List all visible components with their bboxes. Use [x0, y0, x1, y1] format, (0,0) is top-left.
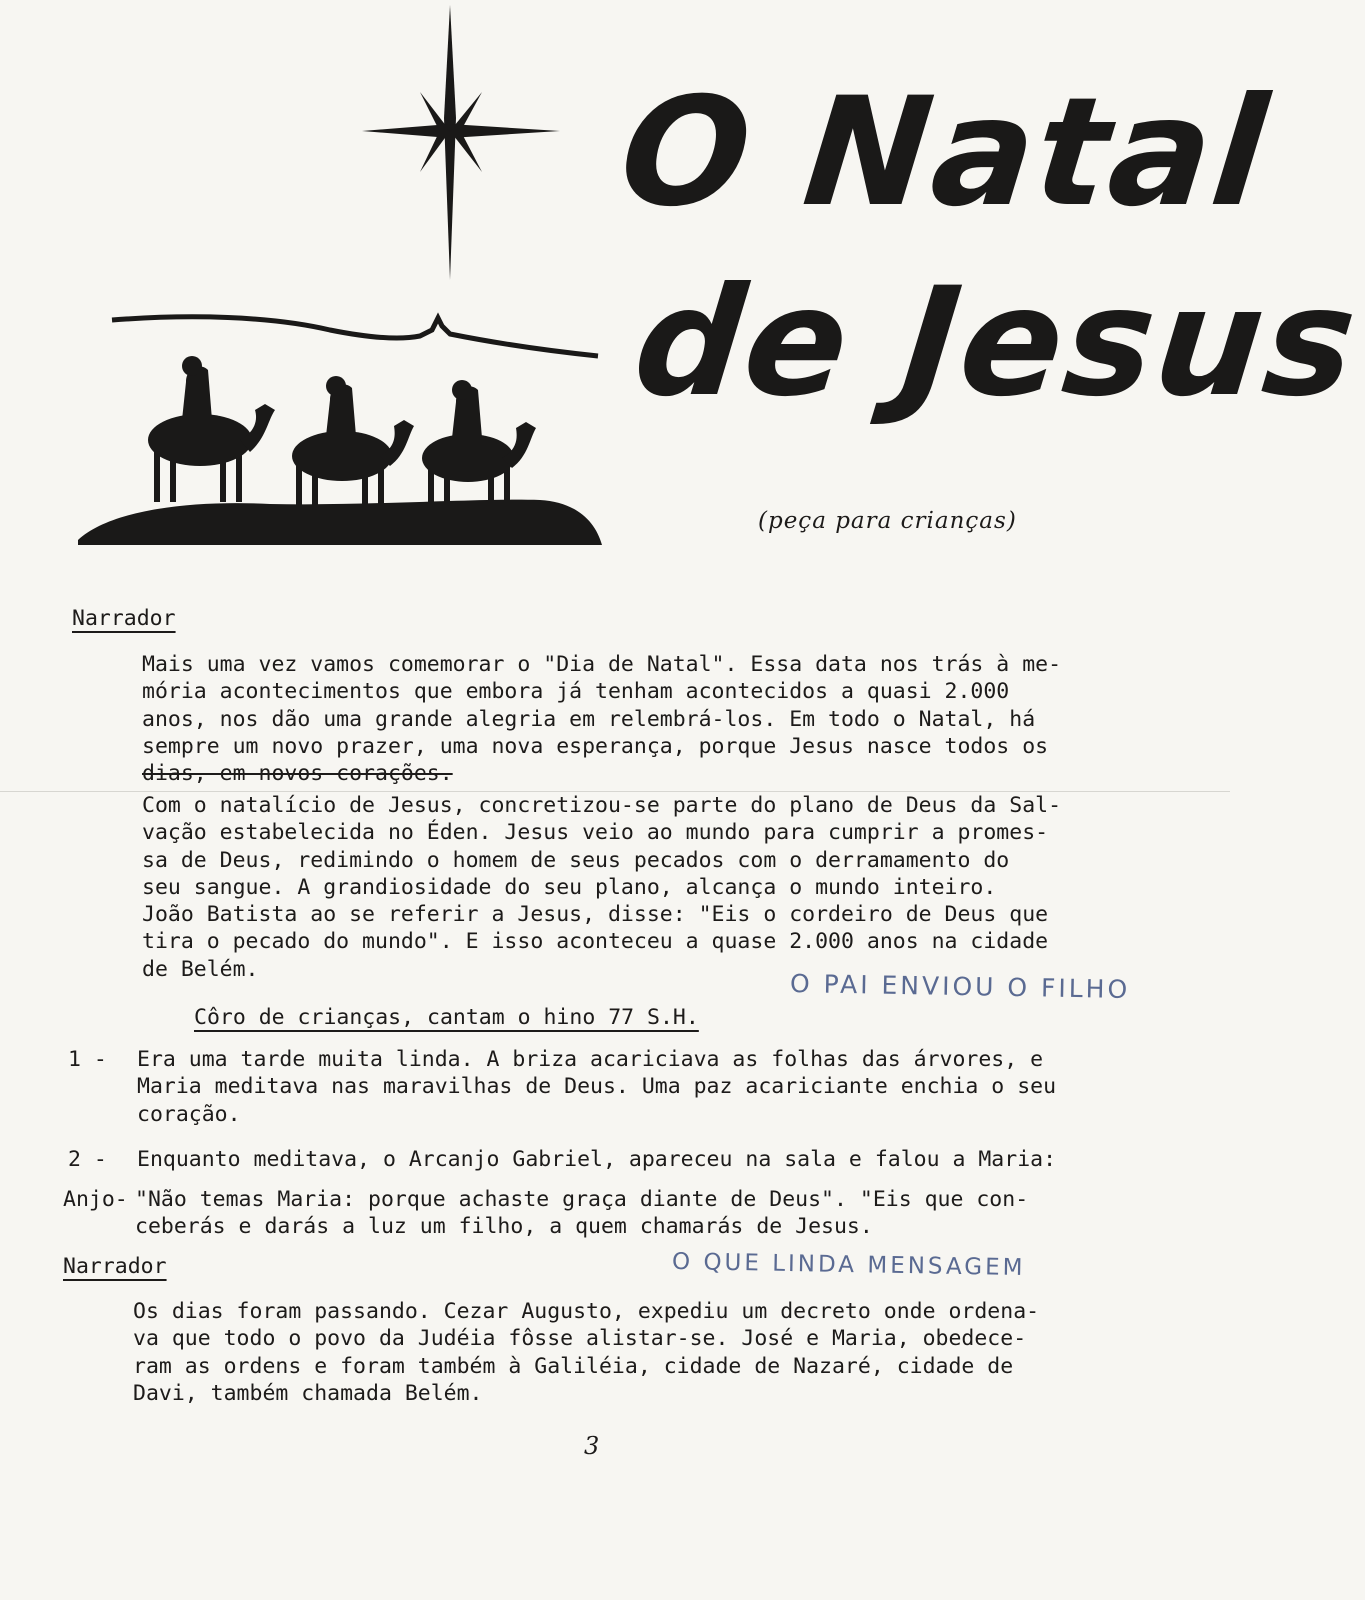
star-and-camels-illustration: [70, 0, 610, 560]
text-line: coração.: [137, 1101, 241, 1127]
handwritten-note: O PAI ENVIOU O FILHO: [789, 969, 1131, 1004]
text-line: João Batista ao se referir a Jesus, disse: "Eis o cordeiro de Deus que: [142, 902, 1049, 928]
text-line: "Não temas Maria: porque achaste graça diante de Deus". "Eis que con-: [135, 1187, 1029, 1212]
page-number: 3: [584, 1432, 600, 1460]
paragraph-2: [142, 792, 1132, 983]
text-line: Davi, também chamada Belém.: [133, 1380, 483, 1406]
paragraph-1: [142, 651, 1132, 787]
text-line: tira o pecado do mundo". E isso aconteceu a quase 2.000 anos na cidade: [142, 929, 1049, 955]
text-line: ceberás e darás a luz um filho, a quem chamarás de Jesus.: [135, 1214, 873, 1240]
star-icon: [362, 5, 560, 280]
item-number: 2 -: [68, 1147, 107, 1172]
text-line: mória acontecimentos que embora já tenham acontecidos a quasi 2.000: [142, 679, 1010, 705]
camel-rider-icon: [148, 356, 275, 502]
text-line: seu sangue. A grandiosidade do seu plano, alcança o mundo inteiro.: [142, 874, 997, 900]
camel-rider-icon: [422, 380, 536, 506]
horizon-line: [112, 317, 598, 356]
angel-text: [135, 1186, 1125, 1241]
text-line: Com o natalício de Jesus, concretizou-se parte do plano de Deus da Sal-: [142, 793, 1062, 818]
narrator-heading: Narrador: [72, 606, 176, 631]
text-line: va que todo o povo da Judéia fôsse alistar-se. José e Maria, obedece-: [133, 1326, 1027, 1352]
text-line: sa de Deus, redimindo o homem de seus pecados com o derramamento do: [142, 847, 1010, 873]
text-line: sempre um novo prazer, uma nova esperança, porque Jesus nasce todos os: [142, 733, 1049, 759]
item-1-text: [137, 1046, 1127, 1128]
text-line: dias, em novos corações.: [142, 761, 453, 787]
text-line: Era uma tarde muita linda. A briza acariciava as folhas das árvores, e: [137, 1047, 1044, 1072]
angel-label: Anjo-: [63, 1187, 128, 1212]
text-line: Os dias foram passando. Cezar Augusto, expediu um decreto onde ordena-: [133, 1299, 1040, 1324]
text-line: anos, nos dão uma grande alegria em relembrá-los. Em todo o Natal, há: [142, 706, 1036, 732]
item-2-text: Enquanto meditava, o Arcanjo Gabriel, apareceu na sala e falou a Maria:: [137, 1147, 1057, 1172]
camel-rider-icon: [292, 376, 414, 506]
text-line: Mais uma vez vamos comemorar o "Dia de Natal". Essa data nos trás à me-: [142, 652, 1062, 677]
text-line: Maria meditava nas maravilhas de Deus. Uma paz acariciante enchia o seu: [137, 1074, 1057, 1100]
paragraph-3: [133, 1298, 1123, 1407]
ground: [78, 500, 602, 545]
handwritten-note: O QUE LINDA MENSAGEM: [671, 1248, 1026, 1282]
document-title-line-2: de Jesus: [626, 256, 1365, 430]
document-title-line-1: O Natal: [612, 66, 1276, 240]
text-line: ram as ordens e foram também à Galiléia, cidade de Nazaré, cidade de: [133, 1353, 1014, 1379]
narrator-heading: Narrador: [63, 1254, 167, 1279]
document-subtitle: (peça para crianças): [758, 508, 1017, 534]
text-line: de Belém.: [142, 956, 259, 982]
item-number: 1 -: [68, 1047, 107, 1072]
text-line: vação estabelecida no Éden. Jesus veio ao mundo para cumprir a promes-: [142, 820, 1049, 846]
choir-heading: Côro de crianças, cantam o hino 77 S.H.: [194, 1005, 699, 1030]
